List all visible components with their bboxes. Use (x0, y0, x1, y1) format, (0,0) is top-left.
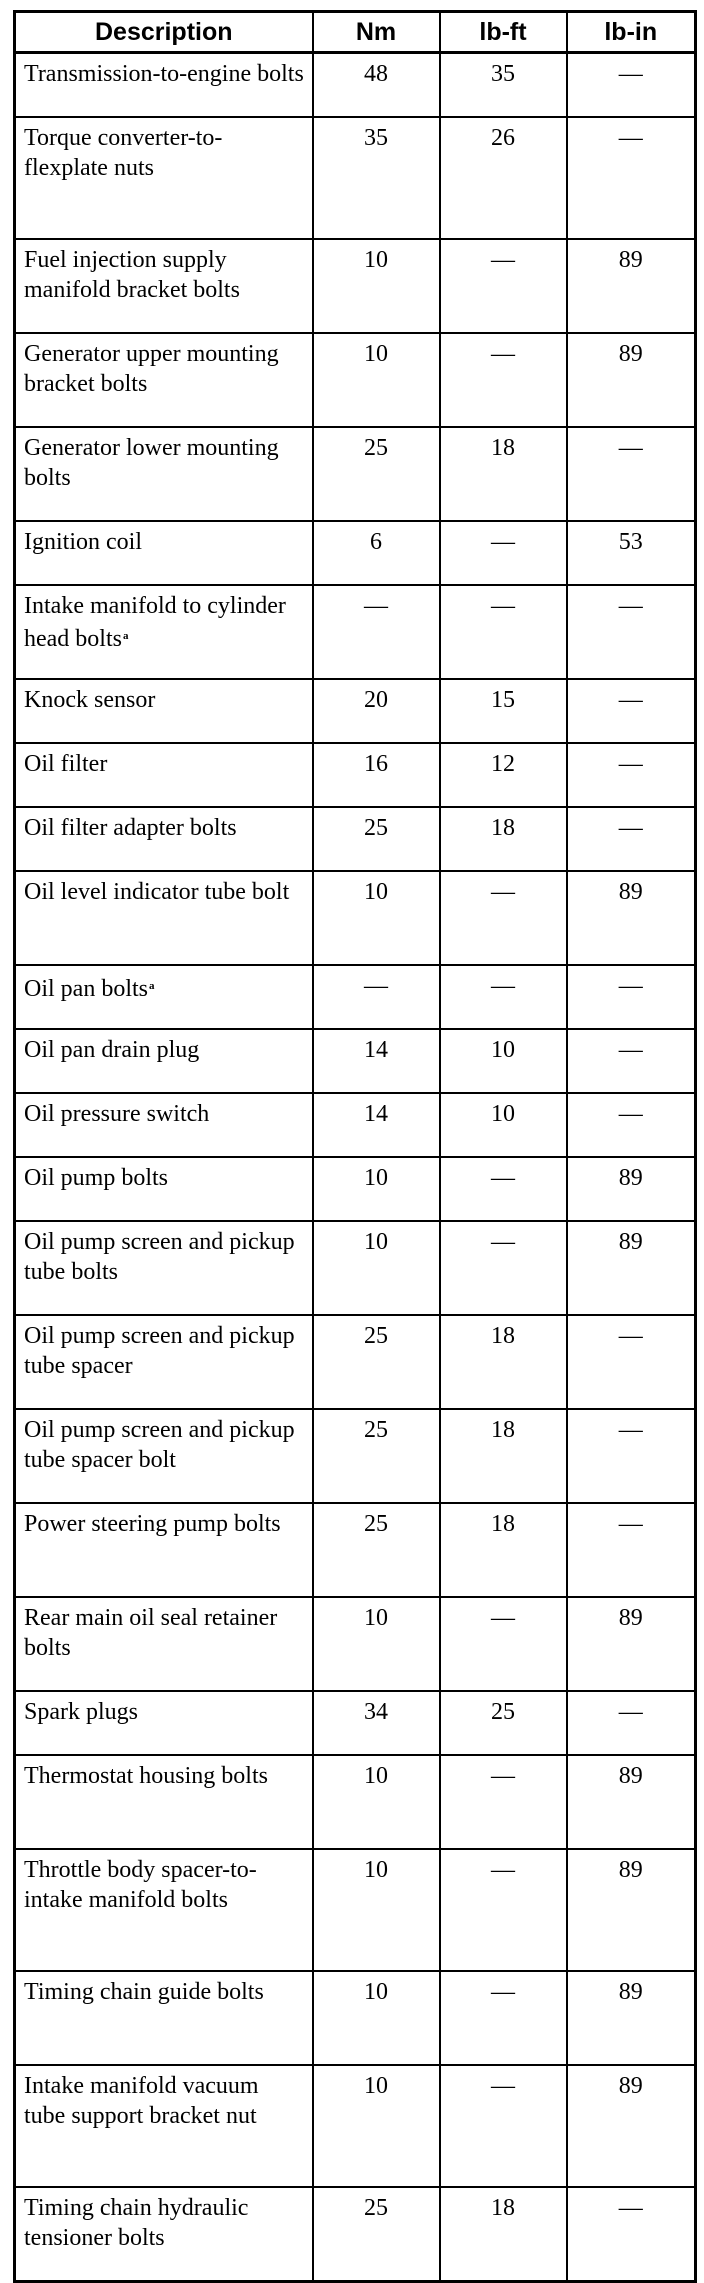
nm-cell: 14 (313, 1029, 440, 1093)
nm-cell: 25 (313, 1409, 440, 1503)
lb-in-cell: 89 (567, 1971, 696, 2065)
table-body (15, 53, 696, 2282)
table-row (15, 743, 696, 807)
lb-in-cell: — (567, 1029, 696, 1093)
lb-in-cell: — (567, 807, 696, 871)
lb-ft-cell: 10 (440, 1029, 567, 1093)
description-cell: Oil pump screen and pickup tube spacer (15, 1315, 313, 1409)
description-cell: Timing chain guide bolts (15, 1971, 313, 2065)
description-cell: Rear main oil seal retainer bolts (15, 1597, 313, 1691)
lb-in-cell: — (567, 743, 696, 807)
header-lb-ft: lb-ft (440, 12, 567, 53)
description-cell: Power steering pump bolts (15, 1503, 313, 1597)
description-cell: Oil level indicator tube bolt (15, 871, 313, 965)
lb-ft-cell: — (440, 333, 567, 427)
description-cell: Torque converter-to-flexplate nuts (15, 117, 313, 239)
header-nm: Nm (313, 12, 440, 53)
lb-in-cell: 89 (567, 1755, 696, 1849)
table-row (15, 1157, 696, 1221)
lb-in-cell: 89 (567, 1221, 696, 1315)
lb-in-cell: — (567, 2187, 696, 2282)
lb-ft-cell: 12 (440, 743, 567, 807)
lb-in-cell: — (567, 53, 696, 118)
table-row (15, 2065, 696, 2187)
lb-ft-cell: — (440, 1221, 567, 1315)
nm-cell: — (313, 965, 440, 1029)
lb-ft-cell: — (440, 1849, 567, 1971)
nm-cell: 48 (313, 53, 440, 118)
table-row (15, 521, 696, 585)
lb-ft-cell: 18 (440, 1503, 567, 1597)
table-row (15, 1093, 696, 1157)
description-cell: Fuel injection supply manifold bracket bolts (15, 239, 313, 333)
nm-cell: 10 (313, 871, 440, 965)
table-row (15, 1221, 696, 1315)
description-cell: Oil pressure switch (15, 1093, 313, 1157)
table-row (15, 53, 696, 118)
lb-in-cell: 89 (567, 871, 696, 965)
description-cell: Oil filter adapter bolts (15, 807, 313, 871)
lb-in-cell: — (567, 679, 696, 743)
footnote-marker: a (149, 980, 155, 992)
footnote-marker: a (122, 630, 129, 642)
lb-in-cell: 89 (567, 239, 696, 333)
table-row (15, 1503, 696, 1597)
nm-cell: 34 (313, 1691, 440, 1755)
lb-ft-cell: 25 (440, 1691, 567, 1755)
table-row (15, 1029, 696, 1093)
table-row (15, 585, 696, 679)
nm-cell: 10 (313, 1157, 440, 1221)
nm-cell: 10 (313, 333, 440, 427)
description-cell: Knock sensor (15, 679, 313, 743)
lb-ft-cell: — (440, 239, 567, 333)
nm-cell: 20 (313, 679, 440, 743)
table-row (15, 117, 696, 239)
torque-specifications-table (13, 10, 697, 2283)
lb-in-cell: 89 (567, 2065, 696, 2187)
lb-in-cell: 53 (567, 521, 696, 585)
lb-ft-cell: 18 (440, 427, 567, 521)
description-cell: Intake manifold to cylinder head bolts$^a$ (15, 585, 313, 679)
table-row (15, 1755, 696, 1849)
lb-in-cell: — (567, 1093, 696, 1157)
nm-cell: — (313, 585, 440, 679)
lb-in-cell: — (567, 1691, 696, 1755)
lb-in-cell: — (567, 1409, 696, 1503)
table-row (15, 1849, 696, 1971)
nm-cell: 25 (313, 2187, 440, 2282)
nm-cell: 10 (313, 1971, 440, 2065)
description-cell: Spark plugs (15, 1691, 313, 1755)
table-row (15, 679, 696, 743)
table-row (15, 239, 696, 333)
lb-ft-cell: 35 (440, 53, 567, 118)
lb-ft-cell: 18 (440, 2187, 567, 2282)
table-row (15, 1315, 696, 1409)
lb-ft-cell: — (440, 2065, 567, 2187)
description-cell: Ignition coil (15, 521, 313, 585)
nm-cell: 25 (313, 1315, 440, 1409)
lb-in-cell: — (567, 585, 696, 679)
table-row (15, 427, 696, 521)
table-row (15, 1691, 696, 1755)
nm-cell: 6 (313, 521, 440, 585)
lb-ft-cell: 18 (440, 1409, 567, 1503)
table-row (15, 807, 696, 871)
lb-ft-cell: 26 (440, 117, 567, 239)
lb-ft-cell: — (440, 871, 567, 965)
description-cell: Timing chain hydraulic tensioner bolts (15, 2187, 313, 2282)
nm-cell: 14 (313, 1093, 440, 1157)
lb-ft-cell: — (440, 521, 567, 585)
table-row (15, 1597, 696, 1691)
description-cell: Thermostat housing bolts (15, 1755, 313, 1849)
nm-cell: 16 (313, 743, 440, 807)
table-row (15, 333, 696, 427)
lb-in-cell: 89 (567, 333, 696, 427)
description-cell: Throttle body spacer-to-intake manifold bolts (15, 1849, 313, 1971)
nm-cell: 25 (313, 1503, 440, 1597)
nm-cell: 10 (313, 1597, 440, 1691)
lb-ft-cell: 18 (440, 807, 567, 871)
lb-ft-cell: — (440, 1971, 567, 2065)
description-cell: Oil pan drain plug (15, 1029, 313, 1093)
lb-in-cell: 89 (567, 1849, 696, 1971)
nm-cell: 10 (313, 1849, 440, 1971)
table-header (15, 12, 696, 53)
header-row (15, 12, 696, 53)
nm-cell: 35 (313, 117, 440, 239)
header-lb-in: lb-in (567, 12, 696, 53)
description-cell: Oil pump screen and pickup tube bolts (15, 1221, 313, 1315)
lb-in-cell: — (567, 427, 696, 521)
description-cell: Oil pump bolts (15, 1157, 313, 1221)
nm-cell: 10 (313, 239, 440, 333)
nm-cell: 10 (313, 2065, 440, 2187)
description-cell: Oil pan bolts$^a$ (15, 965, 313, 1029)
description-cell: Oil filter (15, 743, 313, 807)
description-cell: Generator lower mounting bolts (15, 427, 313, 521)
nm-cell: 25 (313, 807, 440, 871)
lb-ft-cell: 15 (440, 679, 567, 743)
lb-in-cell: — (567, 1315, 696, 1409)
description-cell: Transmission-to-engine bolts (15, 53, 313, 118)
nm-cell: 10 (313, 1221, 440, 1315)
lb-ft-cell: — (440, 585, 567, 679)
nm-cell: 25 (313, 427, 440, 521)
lb-in-cell: — (567, 1503, 696, 1597)
table-row (15, 1409, 696, 1503)
nm-cell: 10 (313, 1755, 440, 1849)
lb-ft-cell: 18 (440, 1315, 567, 1409)
description-cell: Oil pump screen and pickup tube spacer bolt (15, 1409, 313, 1503)
table-row (15, 2187, 696, 2282)
lb-in-cell: 89 (567, 1157, 696, 1221)
description-cell: Generator upper mounting bracket bolts (15, 333, 313, 427)
description-cell: Intake manifold vacuum tube support bracket nut (15, 2065, 313, 2187)
lb-in-cell: 89 (567, 1597, 696, 1691)
lb-in-cell: — (567, 117, 696, 239)
table-row (15, 965, 696, 1029)
lb-ft-cell: — (440, 965, 567, 1029)
lb-ft-cell: 10 (440, 1093, 567, 1157)
lb-ft-cell: — (440, 1597, 567, 1691)
table-row (15, 1971, 696, 2065)
lb-ft-cell: — (440, 1755, 567, 1849)
lb-ft-cell: — (440, 1157, 567, 1221)
table-row (15, 871, 696, 965)
header-description: Description (15, 12, 313, 53)
lb-in-cell: — (567, 965, 696, 1029)
